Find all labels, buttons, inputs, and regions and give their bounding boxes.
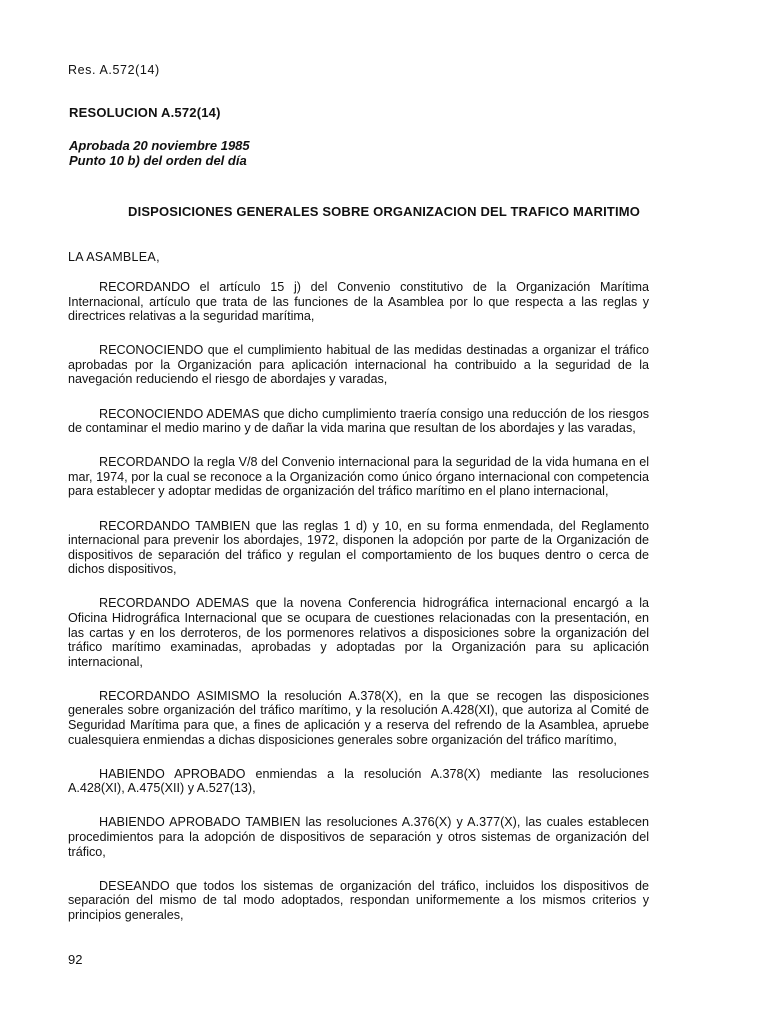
preamble-paragraph: RECORDANDO TAMBIEN que las reglas 1 d) y 10, en su forma enmendada, del Reglamento internacional para prevenir los abordajes, 1972, disponen la adopción por parte de la Organización de dispositivos de separación del tráfico y regulan el comportamiento de los buques dentro o cerca de dichos dispositivos, bbox=[68, 518, 649, 577]
document-reference: Res. A.572(14) bbox=[68, 63, 160, 77]
preamble-paragraph: HABIENDO APROBADO enmiendas a la resolución A.378(X) mediante las resoluciones A.428(XI), A.475(XII) y A.527(13), bbox=[68, 766, 649, 796]
preamble-paragraph: RECORDANDO el artículo 15 j) del Convenio constitutivo de la Organización Marítima Internacional, artículo que trata de las funciones de la Asamblea por lo que respecta a las reglas y directrices relativas a la seguridad marítima, bbox=[68, 280, 649, 324]
preamble-paragraph: DESEANDO que todos los sistemas de organización del tráfico, incluidos los dispositivos de separación del mismo de tal modo adoptados, respondan uniformemente a los mismos criterios y principios generales, bbox=[68, 878, 649, 922]
assembly-line: LA ASAMBLEA, bbox=[68, 250, 160, 264]
preamble-paragraph: RECONOCIENDO ADEMAS que dicho cumplimiento traería consigo una reducción de los riesgos de contaminar el medio marino y de dañar la vida marina que resultan de los abordajes y las varadas, bbox=[68, 406, 649, 436]
agenda-item: Punto 10 b) del orden del día bbox=[69, 153, 247, 168]
approval-block bbox=[69, 138, 250, 168]
approval-date: Aprobada 20 noviembre 1985 bbox=[69, 138, 250, 153]
resolution-title: RESOLUCION A.572(14) bbox=[69, 105, 221, 120]
preamble-paragraph: RECONOCIENDO que el cumplimiento habitual de las medidas destinadas a organizar el tráfico aprobadas por la Organización para aplicación internacional ha contribuido a la seguridad de la navegación reduciendo el riesgo de abordajes y varadas, bbox=[68, 343, 649, 387]
preamble-paragraph: RECORDANDO la regla V/8 del Convenio internacional para la seguridad de la vida humana en el mar, 1974, por la cual se reconoce a la Organización como único órgano internacional con competencia para establecer y adoptar medidas de organización del tráfico marítimo en el plano internacional, bbox=[68, 455, 649, 499]
preamble-paragraph: RECORDANDO ASIMISMO la resolución A.378(X), en la que se recogen las disposiciones generales sobre organización del tráfico marítimo, y la resolución A.428(XI), que autoriza al Comité de Seguridad Marítima para que, a fines de aplicación y a reserva del refrendo de la Asamblea, apruebe cualesquiera enmiendas a dichas disposiciones generales sobre organización del tráfico marítimo, bbox=[68, 688, 649, 747]
page-number: 92 bbox=[68, 952, 83, 967]
preamble-paragraph: HABIENDO APROBADO TAMBIEN las resoluciones A.376(X) y A.377(X), las cuales establecen procedimientos para la adopción de dispositivos de separación y otros sistemas de organización del tráfico, bbox=[68, 815, 649, 859]
document-heading: DISPOSICIONES GENERALES SOBRE ORGANIZACION DEL TRAFICO MARITIMO bbox=[128, 204, 640, 219]
preamble-body bbox=[68, 280, 649, 923]
preamble-paragraph: RECORDANDO ADEMAS que la novena Conferencia hidrográfica internacional encargó a la Oficina Hidrográfica Internacional que se ocupara de cuestiones relacionadas con la presentación, en las cartas y en los derroteros, de los pormenores relativos a disposiciones sobre la organización del tráfico marítimo examinadas, aprobadas y adoptadas por la Organización para su aplicación internacional, bbox=[68, 596, 649, 669]
